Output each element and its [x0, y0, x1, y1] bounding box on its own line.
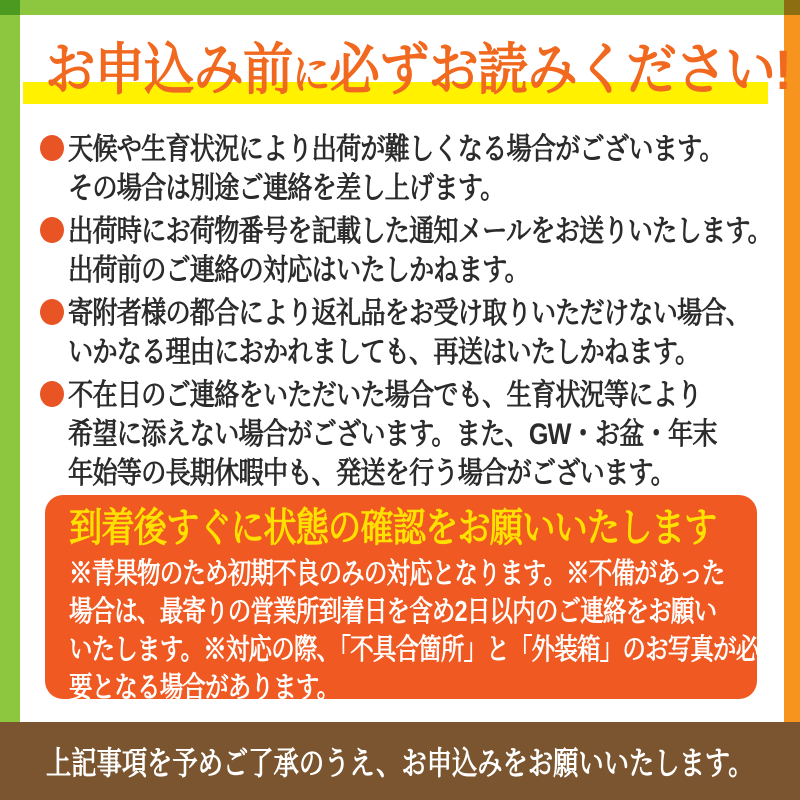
notice-line: 不在日のご連絡をいただいた場合でも、生育状況等により: [68, 379, 702, 412]
bullet-icon: [40, 135, 64, 161]
notice-line: 天候や生育状況により出荷が難しくなる場合がございます。: [68, 133, 724, 166]
notice-line: いかなる理由におかれましても、再送はいたしかねます。: [68, 336, 700, 369]
notice-text: [68, 212, 800, 290]
bullet-icon: [40, 299, 64, 325]
notice-box-line: ※青果物のため初期不良のみの対応となります。※不備があった: [69, 558, 725, 590]
notice-line: その場合は別途ご連絡を差し上げます。: [68, 172, 505, 205]
arrival-check-notice-box: [45, 495, 759, 704]
left-border: [0, 15, 20, 722]
footer-bar: [0, 722, 800, 800]
list-item: [40, 294, 780, 372]
notice-text: [68, 376, 800, 493]
notice-box-line: 要となる場合があります。: [69, 672, 340, 704]
notice-box-line: いたします。※対応の際、「不具合箇所」と「外装箱」のお写真が必: [69, 634, 759, 666]
notice-text: [68, 130, 800, 208]
bullet-icon: [40, 381, 64, 407]
page-title: [45, 36, 791, 109]
notice-line: 寄附者様の都合により返礼品をお受け取りいただけない場合、: [68, 297, 751, 330]
page-title-part1: お申込み前: [45, 38, 293, 101]
top-left-corner: [0, 0, 20, 15]
notice-line: 年始等の長期休暇中も、発送を行う場合がございます。: [68, 457, 675, 490]
page-title-part2: 必ずお読みください!: [329, 38, 791, 101]
notice-line: 希望に添えない場合がございます。また、GW・お盆・年末: [68, 418, 717, 451]
top-right-corner: [784, 0, 800, 15]
bullet-icon: [40, 217, 64, 243]
footer-text: 上記事項を予めご了承のうえ、お申込みをお願いいたします。: [46, 745, 754, 781]
list-item: [40, 130, 780, 208]
list-item: [40, 212, 780, 290]
notice-line: 出荷前のご連絡の対応はいたしかねます。: [68, 254, 529, 287]
list-item: [40, 376, 780, 493]
notice-box-title: 到着後すぐに状態の確認をお願いいたします: [69, 506, 717, 550]
notice-line: 出荷時にお荷物番号を記載した通知メールをお送りいたします。: [68, 215, 772, 248]
notice-text: [68, 294, 800, 372]
page-title-particle: に: [292, 51, 330, 98]
notice-list: [40, 130, 780, 497]
page-header: [23, 36, 791, 108]
top-border: [0, 0, 800, 15]
notice-box-body: [69, 555, 759, 707]
notice-box-line: 場合は、最寄りの営業所到着日を含め2日以内のご連絡をお願い: [69, 596, 717, 628]
